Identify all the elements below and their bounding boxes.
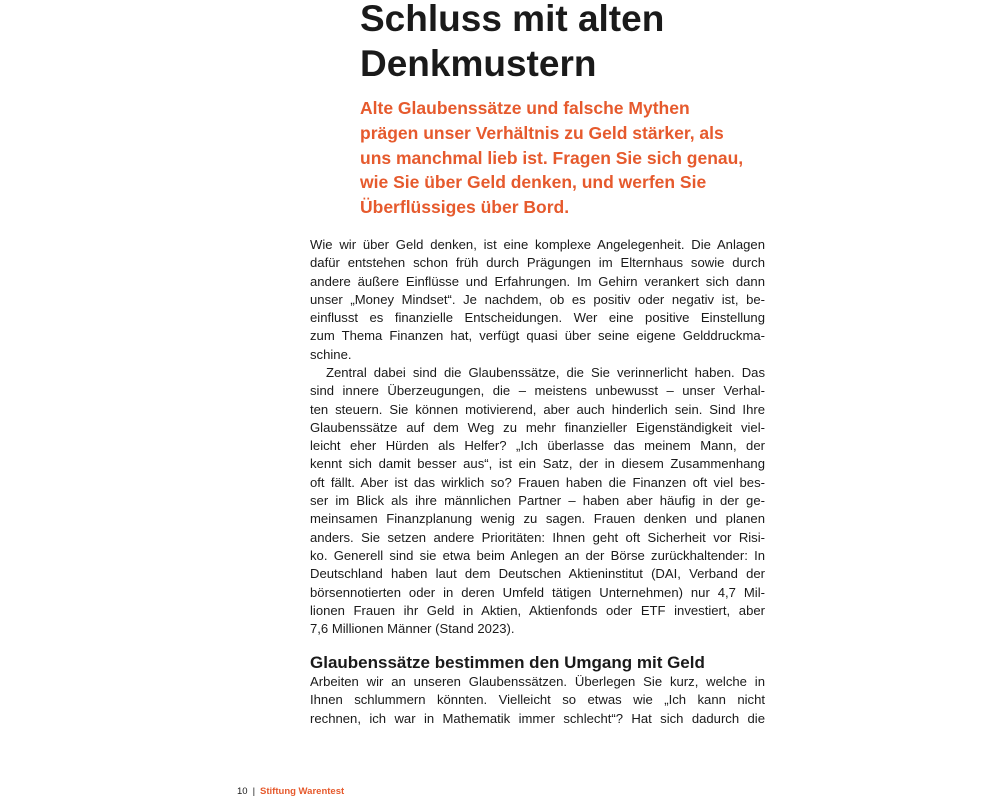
lead-paragraph [360,96,770,220]
body-line: zum Thema Finanzen hat, verfügt quasi über seine eigene Gelddruckma- [310,328,765,344]
body-line: rechnen, ich war in Mathematik immer schlecht“? Hat sich dadurch die [310,710,765,726]
page-title [360,0,780,86]
body-line: dafür entstehen schon früh durch Prägungen im Elternhaus sowie durch [310,255,765,271]
body-line: unser „Money Mindset“. Je nachdem, ob es positiv oder negativ ist, be- [310,291,765,307]
lead-line: Alte Glaubenssätze und falsche Mythen [360,98,690,118]
body-line: Deutschland haben laut dem Deutschen Aktieninstitut (DAI, Verband der [310,566,765,582]
lead-line: prägen unser Verhältnis zu Geld stärker, als [360,122,724,143]
title-line: Schluss mit alten [360,0,665,39]
body-line: leicht eher Hürden als Helfer? „Ich überlasse das meinem Mann, der [310,438,765,454]
page-footer [237,786,344,798]
body-line: anders. Sie setzen andere Prioritäten: Ihnen geht oft Sicherheit vor Risi- [310,529,765,545]
body-line: andere äußere Einflüsse und Erfahrungen. Im Gehirn verankert sich dann [310,273,765,289]
body-line: Glaubenssätze auf dem Weg zu mehr finanzieller Eigenständigkeit viel- [310,419,765,435]
body-line: Arbeiten wir an unseren Glaubenssätzen. Überlegen Sie kurz, welche in [310,674,765,689]
section-heading: Glaubenssätze bestimmen den Umgang mit Geld [310,653,705,672]
body-line: Ihnen schlummern könnten. Vielleicht so etwas wie „Ich kann nicht [310,692,765,708]
publisher-name: Stiftung Warentest [260,786,345,797]
body-paragraph-1 [310,236,765,364]
body-line: 7,6 Millionen Männer (Stand 2023). [310,621,515,637]
body-line: Zentral dabei sind die Glaubenssätze, die Sie verinnerlicht haben. Das [326,365,765,380]
body-line: oft fällt. Aber ist das wirklich so? Frauen haben die Finanzen oft viel bes- [310,474,765,490]
body-line: einflusst es finanzielle Entscheidungen. Wer eine positive Einstellung [310,310,765,326]
page-number: 10 [237,786,248,797]
body-line: schine. [310,346,352,362]
body-paragraph-2 [310,364,765,638]
lead-line: uns manchmal lieb ist. Fragen Sie sich genau, [360,147,744,168]
body-line: meinsamen Finanzplanung wenig zu sagen. Frauen denken und planen [310,511,765,527]
body-line: kennt sich damit besser aus“, ist ein Satz, der in diesem Zusammenhang [310,456,765,472]
body-line: ko. Generell sind sie etwa beim Anlegen an der Börse zurückhaltender: In [310,547,765,563]
lead-line: Überflüssiges über Bord. [360,197,570,218]
body-line: börsennotierten oder in deren Umfeld tätigen Unternehmen) nur 4,7 Mil- [310,584,765,600]
body-line: ser im Blick als ihre männlichen Partner – haben aber häufig in der ge- [310,493,765,509]
body-paragraph-3 [310,673,765,728]
title-line: Denkmustern [360,43,597,84]
body-line: Wie wir über Geld denken, ist eine komplexe Angelegenheit. Die Anlagen [310,237,765,252]
body-line: ten steuern. Sie können motivierend, aber auch hinderlich sein. Sind Ihre [310,401,765,417]
body-line: sind innere Überzeugungen, die – meistens unbewusst – unser Verhal- [310,383,765,399]
footer-separator: | [252,786,256,797]
body-line: lionen Frauen ihr Geld in Aktien, Aktienfonds oder ETF investiert, aber [310,602,765,618]
lead-line: wie Sie über Geld denken, und werfen Sie [360,172,707,193]
